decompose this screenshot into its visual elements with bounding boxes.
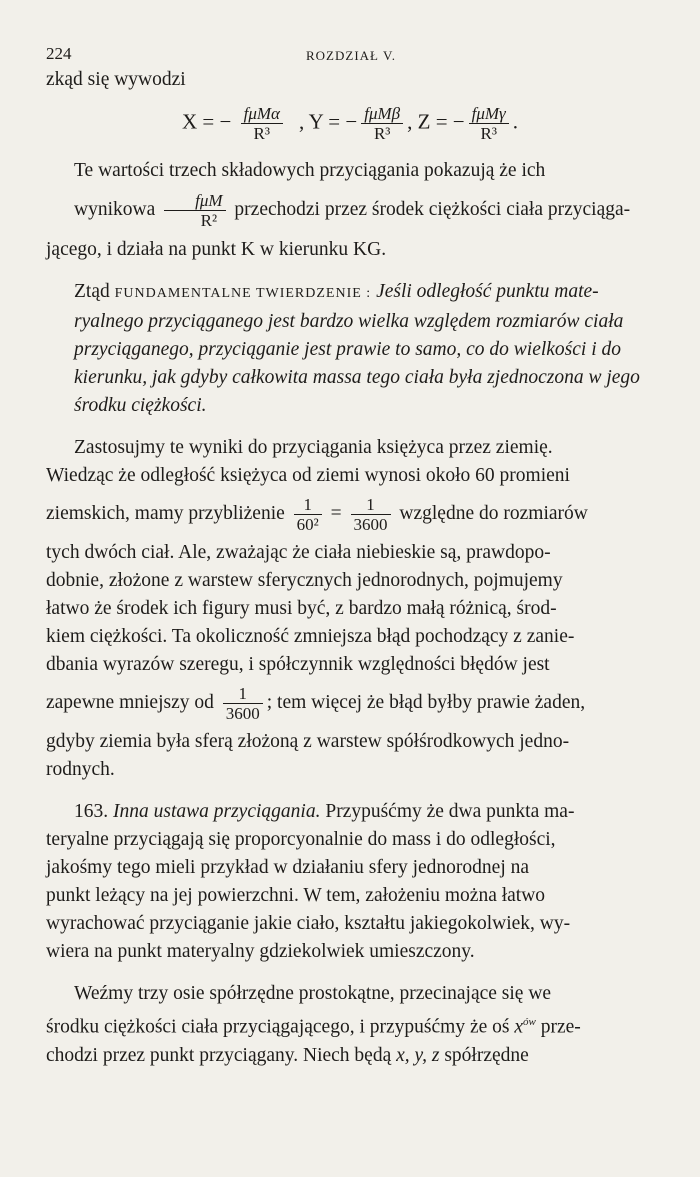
fraction: $\frac{\text{fμMα}}{\text{R³}}$ (241, 104, 283, 143)
fraction: $\frac{1}{\text{60²}}$ (294, 495, 322, 534)
page-header (46, 40, 642, 66)
section-title: Inna ustawa przyciągania. (113, 801, 321, 822)
fraction: $\frac{\text{fμMγ}}{\text{R³}}$ (469, 104, 509, 143)
fraction: $\frac{1}{3600}$ (351, 495, 391, 534)
intro-line: zkąd się wywodzi (46, 69, 186, 90)
section-number: 163. (74, 801, 109, 822)
equation-xyz: X = − $\frac{\text{fμMα}}{\text{R³}}$ , Y = − $\frac{\text{fμMβ}}{\text{R³}}$ , Z = − $\frac{\text{fμMγ}}{\text{R³}}$ . (181, 104, 519, 143)
paragraph-axes: Weźmy trzy osie spółrzędne prostokątne, przecinające się we środku ciężkości ciała przyciągającego, i przypuśćmy że oś $x^{ów}$ prze- chodzi przez punkt przyciągany. Niech będą x, y, z spółrzędne (46, 983, 581, 1066)
fraction: $\frac{1}{3600}$ (223, 684, 263, 723)
paragraph-section-163: 163. Inna ustawa przyciągania. Przypuśćmy że dwa punkta ma- teryalne przyciągają się proporcyonalnie do mass i do odległości, jakośmy tego mieli przykład w działaniu sfery jednorodnej na punkt leżący na jej powierzchni. W tem, założeniu można łatwo wyrachować przyciąganie jakie ciało, kształtu jakiegokolwiek, wy- wiera na punkt materyalny gdziekolwiek umieszczony. (46, 801, 575, 962)
paragraph-moon: Zastosujmy te wyniki do przyciągania księżyca przez ziemię. Wiedząc że odległość księżyca od ziemi wynosi około 60 promieni ziemskich, mamy przybliżenie $\frac{1}{\text{60²}}$ = $\frac{1}{3600}$ względne do rozmiarów tych dwóch ciał. Ale, zważając że ciała niebieskie są, prawdopo- dobnie, złożone z warstew sferycznych jednorodnych, pojmujemy łatwo że środek ich figury musi być, z bardzo małą różnicą, środ- kiem ciężkości. Ta okoliczność zmniejsza błąd pochodzący z zanie- dbania wyrazów szeregu, i spółczynnik względności błędów jest zapewne mniejszy od $\frac{1}{3600}$ ; tem więcej że błąd byłby prawie żaden, gdyby ziemia była sferą złożoną z warstew spółśrodkowych jedno- rodnych. (46, 437, 588, 780)
fraction: $\frac{\text{fμMβ}}{\text{R³}}$ (361, 104, 403, 143)
running-head: ROZDZIAŁ V. (306, 48, 396, 63)
equation-x: X = − $\frac{\text{fμMα}}{\text{R³}}$ (182, 104, 287, 143)
paragraph-theorem: Ztąd FUNDAMENTALNE TWIERDZENIE : Jeśli odległość punktu mate- ryalnego przyciąganego jest bardzo wielka względem rozmiarów ciała przyciąganego, przyciąganie jest prawie to samo, co do wielkości i do kierunku, jak gdyby całkowita massa tego ciała była zjednoczona w jego środku ciężkości. (74, 281, 640, 416)
theorem-label: FUNDAMENTALNE TWIERDZENIE : (114, 286, 372, 301)
fraction: $\frac{\text{fμM}}{\text{R²}}$ (164, 191, 225, 230)
paragraph-components: Te wartości trzech składowych przyciągania pokazują że ich wynikowa $\frac{\text{fμM}}{\text{R²}}$ przechodzi przez środek ciężkości ciała przyciąga- jącego, i działa na punkt K w kierunku KG. (46, 160, 631, 260)
page-number: 224 (46, 44, 72, 63)
